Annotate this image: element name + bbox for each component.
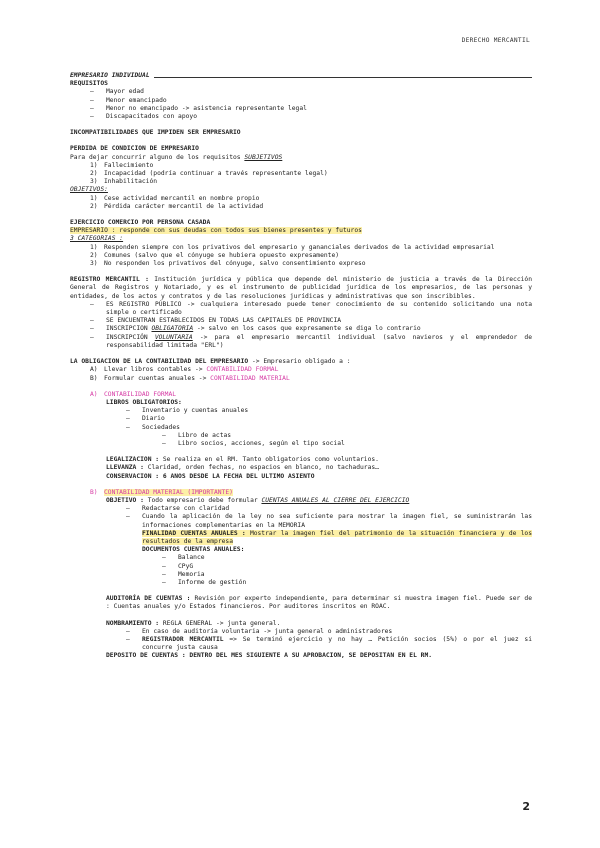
highlighted-text: EMPRESARIO : responde con sus deudas con todos sus bienes presentes y futuros: [70, 227, 362, 235]
paragraph: NOMBRAMIENTO : REGLA GENERAL -> junta general.: [106, 619, 281, 627]
paragraph: LLEVANZA : Claridad, orden fechas, no espacios en blanco, no tachaduras…: [106, 464, 379, 472]
paragraph: REGISTRO MERCANTIL : Institución jurídica y pública que depende del ministerio de justicia a través de la Dirección General de Registros y Notariado, y es el instrumento de publicidad jurídica de los empresarios, de las personas y entidades, de los actos y contratos y de las resoluciones jurídicas y administrativas que son inscribibles.: [70, 276, 532, 300]
highlighted-text: FINALIDAD CUENTAS ANUALES : Mostrar la imagen fiel del patrimonio de la situación financiera y de los resultados de la empresa: [142, 529, 533, 545]
subsection-title: LIBROS OBLIGATORIOS:: [106, 398, 182, 406]
list-item: A) Llevar libros contables -> CONTABILIDAD FORMAL: [90, 366, 279, 374]
list-item: 2) Pérdida carácter mercantil de la actividad: [90, 202, 264, 210]
list-item: 1) Cese actividad mercantil en nombre propio: [90, 194, 260, 202]
list-item: 1) Responden siempre con los privativos del empresario y gananciales derivados de la actividad empresarial: [90, 243, 495, 251]
list-item: 3) No responden los privativos del cónyuge, salvo consentimiento expreso: [90, 260, 366, 268]
title-rule: [154, 74, 532, 78]
list-item: – CPyG: [162, 562, 194, 570]
list-item: 2) Incapacidad (podría continuar a través representante legal): [90, 170, 328, 178]
section-title: EJERCICIO COMERCIO POR PERSONA CASADA: [70, 219, 211, 227]
list-item: – ES REGISTRO PÚBLICO -> cualquiera interesado puede tener conocimiento de su contenido solicitando una nota simple o certificado: [90, 300, 532, 317]
list-item: – Memoria: [162, 570, 205, 578]
subsection-title: A) CONTABILIDAD FORMAL: [90, 390, 177, 398]
list-item: – Inventario y cuentas anuales: [126, 407, 249, 415]
list-item: – Menor emancipado: [90, 96, 167, 104]
section-title: LA OBLIGACIÓN DE LA CONTABILIDAD DEL EMPRESARIO -> Empresario obligado a :: [70, 358, 351, 366]
paragraph: DEPÓSITO DE CUENTAS : DENTRO DEL MES SIGUIENTE A SU APROBACIÓN, SE DEPOSITAN EN EL RM.: [106, 652, 433, 660]
section-title: PÉRDIDA DE CONDICIÓN DE EMPRESARIO: [70, 145, 199, 153]
list-item: 3) Inhabilitación: [90, 178, 158, 186]
list-item: – SE ENCUENTRAN ESTABLECIDOS EN TODAS LAS CAPITALES DE PROVINCIA: [90, 317, 342, 325]
list-item: – Balance: [162, 554, 205, 562]
list-item: – REGISTRADOR MERCANTIL => Se terminó ejercicio y no hay … Petición socios (5%) o por el juez si concurre justa causa: [126, 635, 532, 652]
paragraph: OBJETIVO : Todo empresario debe formular CUENTAS ANUALES AL CIERRE DEL EJERCICIO: [106, 496, 410, 504]
list-item: – Menor no emancipado -> asistencia representante legal: [90, 104, 307, 112]
list-item: 2) Comunes (salvo que el cónyuge se hubiera opuesto expresamente): [90, 251, 340, 259]
section-title: INCOMPATIBILIDADES QUE IMPIDEN SER EMPRESARIO: [70, 129, 241, 137]
list-item: – Mayor edad: [90, 88, 144, 96]
subsection-title: REQUISITOS: [70, 80, 108, 88]
list-item: – Sociedades: [126, 423, 180, 431]
list-item: – Discapacitados con apoyo: [90, 113, 197, 121]
list-item: – Diario: [126, 415, 165, 423]
paragraph: CONSERVACIÓN : 6 AÑOS DESDE LA FECHA DEL ÚLTIMO ASIENTO: [106, 472, 315, 480]
paragraph: Para dejar concurrir alguno de los requisitos SUBJETIVOS: [70, 153, 283, 161]
subsection-title: OBJETIVOS:: [70, 186, 108, 194]
list-item: – En caso de auditoría voluntaria -> junta general o administradores: [126, 627, 393, 635]
section-title: EMPRESARIO INDIVIDUAL: [70, 72, 150, 79]
running-header: DERECHO MERCANTIL: [461, 37, 530, 44]
subsection-title: 3 CATEGORÍAS :: [70, 235, 124, 243]
page-number: 2: [522, 800, 530, 813]
document-body: [70, 72, 532, 661]
list-item: – Libro de actas: [162, 431, 232, 439]
list-item: – Cuando la aplicación de la ley no sea suficiente para mostrar la imagen fiel, se suministrarán las informaciones complementarias en la MEMORIA: [126, 513, 532, 529]
list-item: B) Formular cuentas anuales -> CONTABILIDAD MATERIAL: [90, 374, 290, 382]
paragraph: AUDITORÍA DE CUENTAS : Revisión por experto independiente, para determinar si muestra imagen fiel. Puede ser de : Cuentas anuales y/o Estados financieros. Por auditores inscritos en ROAC.: [106, 595, 533, 611]
list-item: – INSCRIPCIÓN VOLUNTARIA -> para el empresario mercantil individual (salvo navieros y el emprendedor de responsabilidad limitada "ERL"): [90, 333, 532, 349]
list-item: – Informe de gestión: [162, 578, 247, 586]
subsection-title: B) CONTABILIDAD MATERIAL (IMPORTANTE): [90, 488, 233, 496]
list-item: – INSCRIPCIÓN OBLIGATORIA -> salvo en los casos que expresamente se diga lo contrario: [90, 325, 421, 333]
list-item: – Redactarse con claridad: [126, 505, 230, 513]
list-item: 1) Fallecimiento: [90, 161, 154, 169]
section-title-bar: [70, 72, 532, 80]
paragraph: LEGALIZACIÓN : Se realiza en el RM. Tanto obligatorios como voluntarios.: [106, 456, 379, 464]
subsection-title: DOCUMENTOS CUENTAS ANUALES:: [142, 546, 245, 554]
list-item: – Libro socios, acciones, según el tipo social: [162, 439, 345, 447]
